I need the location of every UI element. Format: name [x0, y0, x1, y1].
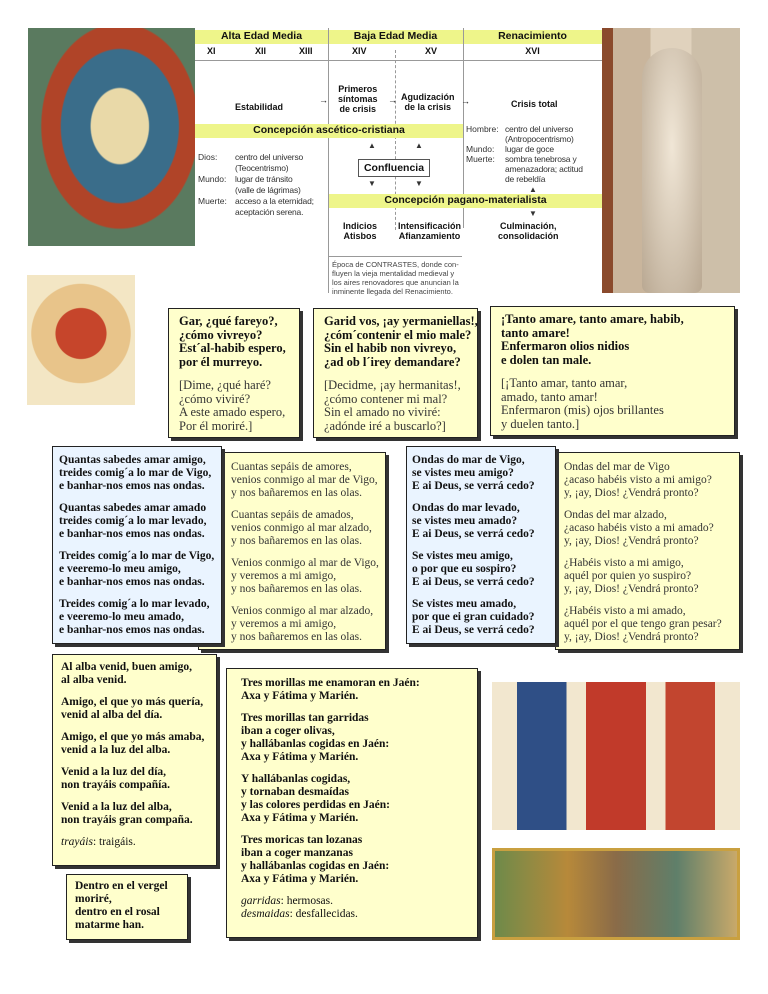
text-line: Venid a la luz del alba, [61, 801, 172, 813]
text-line: y hallábanlas cogidas en Jaén: [241, 860, 390, 872]
text-line: acceso a la eternidad; [235, 196, 314, 206]
text-line: amado, tanto amar! [501, 389, 598, 404]
musicians-miniature-image [492, 682, 740, 830]
text-line: de la crisis [404, 102, 452, 112]
century: XIII [299, 46, 313, 56]
text-line: ¿cómo contener mi mal? [324, 391, 448, 406]
primeros-label [338, 84, 378, 114]
text-line: o por que eu sospiro? [412, 563, 517, 575]
text-line: Axa y Fátima y Marién. [241, 812, 359, 824]
text-line: Culminación, [500, 221, 557, 231]
period-renacimiento: Renacimiento [498, 30, 567, 42]
crisis-total-label: Crisis total [511, 99, 558, 109]
text-line: y nos bañaremos en las olas. [231, 583, 362, 595]
text-line: aceptación serena. [235, 207, 304, 217]
text-line: treides comig´a lo mar de Vigo, [59, 467, 212, 479]
text-line: Quantas sabedes amar amigo, [59, 454, 206, 466]
gloss-definition: : hermosas. [280, 895, 334, 907]
text-line: Amigo, el que yo más amaba, [61, 731, 205, 743]
text-line: Venid a la luz del día, [61, 766, 167, 778]
david-statue-image [602, 28, 740, 293]
vergel-box [66, 874, 188, 940]
text-line: venios conmigo al mar alzado, [231, 522, 372, 534]
text-line: e banhar-nos emos nas ondas. [59, 576, 205, 588]
jarcha-box-1 [168, 308, 300, 438]
text-line: [¡Tanto amar, tanto amar, [501, 376, 628, 390]
text-line: ¡Tanto amare, tanto amare, habib, [501, 312, 684, 326]
text-line: E ai Deus, se verrá cedo? [412, 528, 535, 540]
text-line [241, 895, 463, 908]
text-line: ¿acaso habéis visto a mi amado? [564, 522, 714, 534]
text-line: ¿cóm´contenir el mio male? [324, 327, 472, 342]
text-line: Afianzamiento [398, 231, 461, 241]
text-line: matarme han. [75, 919, 144, 931]
text-line [241, 908, 463, 921]
text-line: [Dime, ¿qué haré? [179, 378, 271, 392]
text-line: e banhar-nos emos nas ondas. [59, 528, 205, 540]
agudizacion-label [401, 92, 455, 112]
text-line: Primeros [338, 84, 378, 94]
text-line: centro del universo [505, 124, 574, 134]
text-line: Venios conmigo al mar de Vigo, [231, 557, 379, 569]
text-line: y hallábanlas cogidas en Jaén: [241, 738, 390, 750]
ren-labels [466, 124, 499, 164]
text-line: Intensificación [398, 221, 462, 231]
text-line: Ondas do mar de Vigo, [412, 454, 525, 466]
text-line: Tres moricas tan lozanas [241, 834, 363, 846]
text-line: y, ¡ay, Dios! ¿Vendrá pronto? [564, 631, 699, 643]
text-line: Se vistes meu amado, [412, 598, 517, 610]
arrow-down-icon: ▼ [368, 179, 376, 188]
period-baja: Baja Edad Media [353, 30, 438, 42]
text-line: los aires renovadores que anuncian la [332, 278, 459, 287]
text-line: Por él moriré.] [179, 418, 253, 433]
arrow-icon: → [319, 95, 328, 105]
text-line: Cuantas sepáis de amados, [231, 509, 354, 521]
text-line [198, 185, 227, 196]
text-line: ¿acaso habéis visto a mi amigo? [564, 474, 712, 486]
text-line: (valle de lágrimas) [235, 185, 301, 195]
text-line: e veeremo-lo meu amado, [59, 611, 184, 623]
text-line: Agudización [401, 92, 455, 102]
text-line: Hombre: [466, 124, 499, 134]
arrow-icon: → [388, 95, 397, 105]
text-line: Ondas del mar de Vigo [564, 461, 670, 473]
text-line: e veeremo-lo meu amigo, [59, 563, 181, 575]
text-line: Amigo, el que yo más quería, [61, 696, 204, 708]
text-line: sombra tenebrosa y [505, 154, 577, 164]
text-line: treides comig´a lo mar levado, [59, 515, 207, 527]
text-line: y, ¡ay, Dios! ¿Vendrá pronto? [564, 487, 699, 499]
cantiga2-original-box [406, 446, 556, 644]
text-line: Axa y Fátima y Marién. [241, 873, 359, 885]
text-line: Garid vos, ¡ay yermaniellas!, [324, 314, 478, 328]
medieval-values [235, 152, 314, 218]
text-line: dentro en el rosal [75, 906, 160, 918]
century: XV [425, 46, 438, 56]
text-line: Est´al-habib espero, [179, 341, 286, 355]
text-line: Sin el amado no viviré: [324, 405, 441, 419]
text-line: Treides comig´a lo mar levado, [59, 598, 210, 610]
gloss-term: garridas [241, 895, 281, 907]
intensificacion-label [398, 221, 461, 241]
text-line: Axa y Fátima y Marién. [241, 751, 359, 763]
text-line: se vistes meu amigo? [412, 467, 514, 479]
text-line: Al alba venid, buen amigo, [61, 661, 192, 673]
gloss-term: desmaidas [241, 908, 290, 920]
text-line: Gar, ¿qué fareyo?, [179, 314, 278, 328]
text-line: Enfermaron (mis) ojos brillantes [501, 403, 664, 417]
cantiga2-translation-box [555, 452, 740, 650]
text-line: Quantas sabedes amar amado [59, 502, 207, 514]
text-line: y las colores perdidas en Jaén: [241, 799, 390, 811]
text-line: ¿Habéis visto a mi amigo, [564, 557, 684, 569]
text-line: venid al alba del día. [61, 709, 163, 721]
text-line: de rebeldía [505, 174, 546, 184]
text-line: y, ¡ay, Dios! ¿Vendrá pronto? [564, 535, 699, 547]
text-line: y veremos a mi amigo, [231, 570, 337, 582]
historical-diagram [195, 28, 602, 296]
arrow-down-icon: ▼ [415, 179, 423, 188]
concepcion-ascetico-label: Concepción ascético-cristiana [195, 124, 463, 138]
medieval-labels [198, 152, 227, 207]
arrow-up-icon: ▲ [368, 141, 376, 150]
text-line: por que ei gran cuidado? [412, 611, 535, 623]
text-line: y tornaban desmaídas [241, 786, 349, 798]
text-line: [Decidme, ¡ay hermanitas!, [324, 378, 461, 392]
text-line: al alba venid. [61, 674, 127, 686]
gloss-definition: : desfallecidas. [289, 908, 358, 920]
text-line: Enfermaron olios nidios [501, 339, 630, 353]
text-line: Venios conmigo al mar alzado, [231, 605, 374, 617]
text-line: inminente llegada del Renacimiento. [332, 287, 453, 296]
text-line: Dios: [198, 152, 218, 162]
text-line: e banhar-nos emos nas ondas. [59, 624, 205, 636]
text-line [466, 134, 499, 144]
text-line: Sin el habib non vivreyo, [324, 341, 457, 355]
concepcion-pagano-label: Concepción pagano-materialista [329, 194, 602, 208]
harvest-miniature-image [492, 848, 740, 940]
text-line: de crisis [339, 104, 377, 114]
text-line: Mundo: [198, 174, 227, 184]
text-line: Ondas del mar alzado, [564, 509, 667, 521]
text-line: consolidación [498, 231, 559, 241]
estabilidad-label: Estabilidad [235, 102, 284, 112]
gloss-definition: : traigáis. [92, 836, 136, 848]
text-line: E ai Deus, se verrá cedo? [412, 480, 535, 492]
period-alta: Alta Edad Media [220, 30, 303, 42]
text-line: iban a coger manzanas [241, 847, 353, 859]
text-line: amenazadora; actitud [505, 164, 583, 174]
arrow-down-icon: ▼ [529, 209, 537, 218]
confluencia-box: Confluencia [358, 159, 430, 177]
text-line: E ai Deus, se verrá cedo? [412, 624, 535, 636]
indicios-label [343, 221, 377, 241]
text-line: y veremos a mi amigo, [231, 618, 337, 630]
cantiga1-original-box [52, 446, 222, 644]
text-line: A este amado espero, [179, 405, 286, 419]
gloss-term: trayáis [61, 836, 93, 848]
text-line: ¿ad ob l´irey demandare? [324, 354, 461, 369]
text-line: E ai Deus, se verrá cedo? [412, 576, 535, 588]
cantiga1-translation-box [198, 452, 386, 650]
text-line: Muerte: [198, 196, 227, 206]
text-line: ¿adónde iré a buscarlo?] [324, 418, 446, 433]
text-line: venios conmigo al mar de Vigo, [231, 474, 378, 486]
contrastes-note [332, 260, 459, 296]
text-line: Tres morillas tan garridas [241, 712, 369, 724]
century: XIV [352, 46, 367, 56]
text-line: e dolen tan male. [501, 352, 592, 367]
text-line: centro del universo [235, 152, 304, 162]
text-line: Ondas do mar levado, [412, 502, 520, 514]
text-line: Época de CONTRASTES, donde con- [332, 260, 459, 269]
text-line: Se vistes meu amigo, [412, 550, 513, 562]
text-line: Tres morillas me enamoran en Jaén: [241, 677, 420, 689]
text-line: e banhar-nos emos nas ondas. [59, 480, 205, 492]
text-line: lugar de tránsito [235, 174, 293, 184]
text-line: aquél por quien yo suspiro? [564, 570, 692, 582]
text-line: tanto amare! [501, 325, 570, 340]
text-line: fluyen la vieja mentalidad medieval y [332, 269, 455, 278]
text-line: y, ¡ay, Dios! ¿Vendrá pronto? [564, 583, 699, 595]
text-line: y nos bañaremos en las olas. [231, 535, 362, 547]
jarcha-box-2 [313, 308, 478, 438]
text-line: (Teocentrismo) [235, 163, 289, 173]
text-line: Y hallábanlas cogidas, [241, 773, 351, 785]
text-line: por él murreyo. [179, 354, 263, 369]
text-line: síntomas [338, 94, 378, 104]
text-line: y nos bañaremos en las olas. [231, 487, 362, 499]
jarcha-box-3 [490, 306, 735, 436]
text-line: iban a coger olivas, [241, 725, 335, 737]
text-line: venid a la luz del alba. [61, 744, 171, 756]
text-line: Treides comig´a lo mar de Vigo, [59, 550, 215, 562]
christ-pantocrator-image [28, 28, 195, 246]
arrow-up-icon: ▲ [415, 141, 423, 150]
culminacion-label [498, 221, 559, 241]
text-line: aquél por el que tengo gran pesar? [564, 618, 722, 630]
text-line: Axa y Fátima y Marién. [241, 690, 359, 702]
text-line: y nos bañaremos en las olas. [231, 631, 362, 643]
alba-box [52, 654, 217, 866]
ren-values [505, 124, 583, 184]
text-line: Cuantas sepáis de amores, [231, 461, 352, 473]
text-line: (Antropocentrismo) [505, 134, 574, 144]
text-line: ¿Habéis visto a mi amado, [564, 605, 686, 617]
text-line: non trayáis gran compaña. [61, 814, 193, 826]
text-line: Indicios [343, 221, 378, 231]
century: XI [207, 46, 216, 56]
text-line: Dentro en el vergel [75, 880, 168, 892]
text-line: non trayáis compañía. [61, 779, 170, 791]
arrow-up-icon: ▲ [529, 185, 537, 194]
text-line [198, 163, 227, 174]
text-line: y duelen tanto.] [501, 416, 580, 431]
morillas-box [226, 668, 478, 938]
lovers-miniature-image [27, 275, 135, 405]
century: XII [255, 46, 267, 56]
arrow-icon: → [461, 96, 470, 106]
text-line: lugar de goce [505, 144, 554, 154]
text-line: Muerte: [466, 154, 495, 164]
text-line: Atisbos [343, 231, 377, 241]
century: XVI [525, 46, 540, 56]
text-line: ¿cómo viviré? [179, 391, 251, 406]
text-line: Mundo: [466, 144, 495, 154]
text-line: moriré, [75, 893, 112, 905]
text-line: ¿cómo vivreyo? [179, 327, 263, 342]
text-line: se vistes meu amado? [412, 515, 518, 527]
